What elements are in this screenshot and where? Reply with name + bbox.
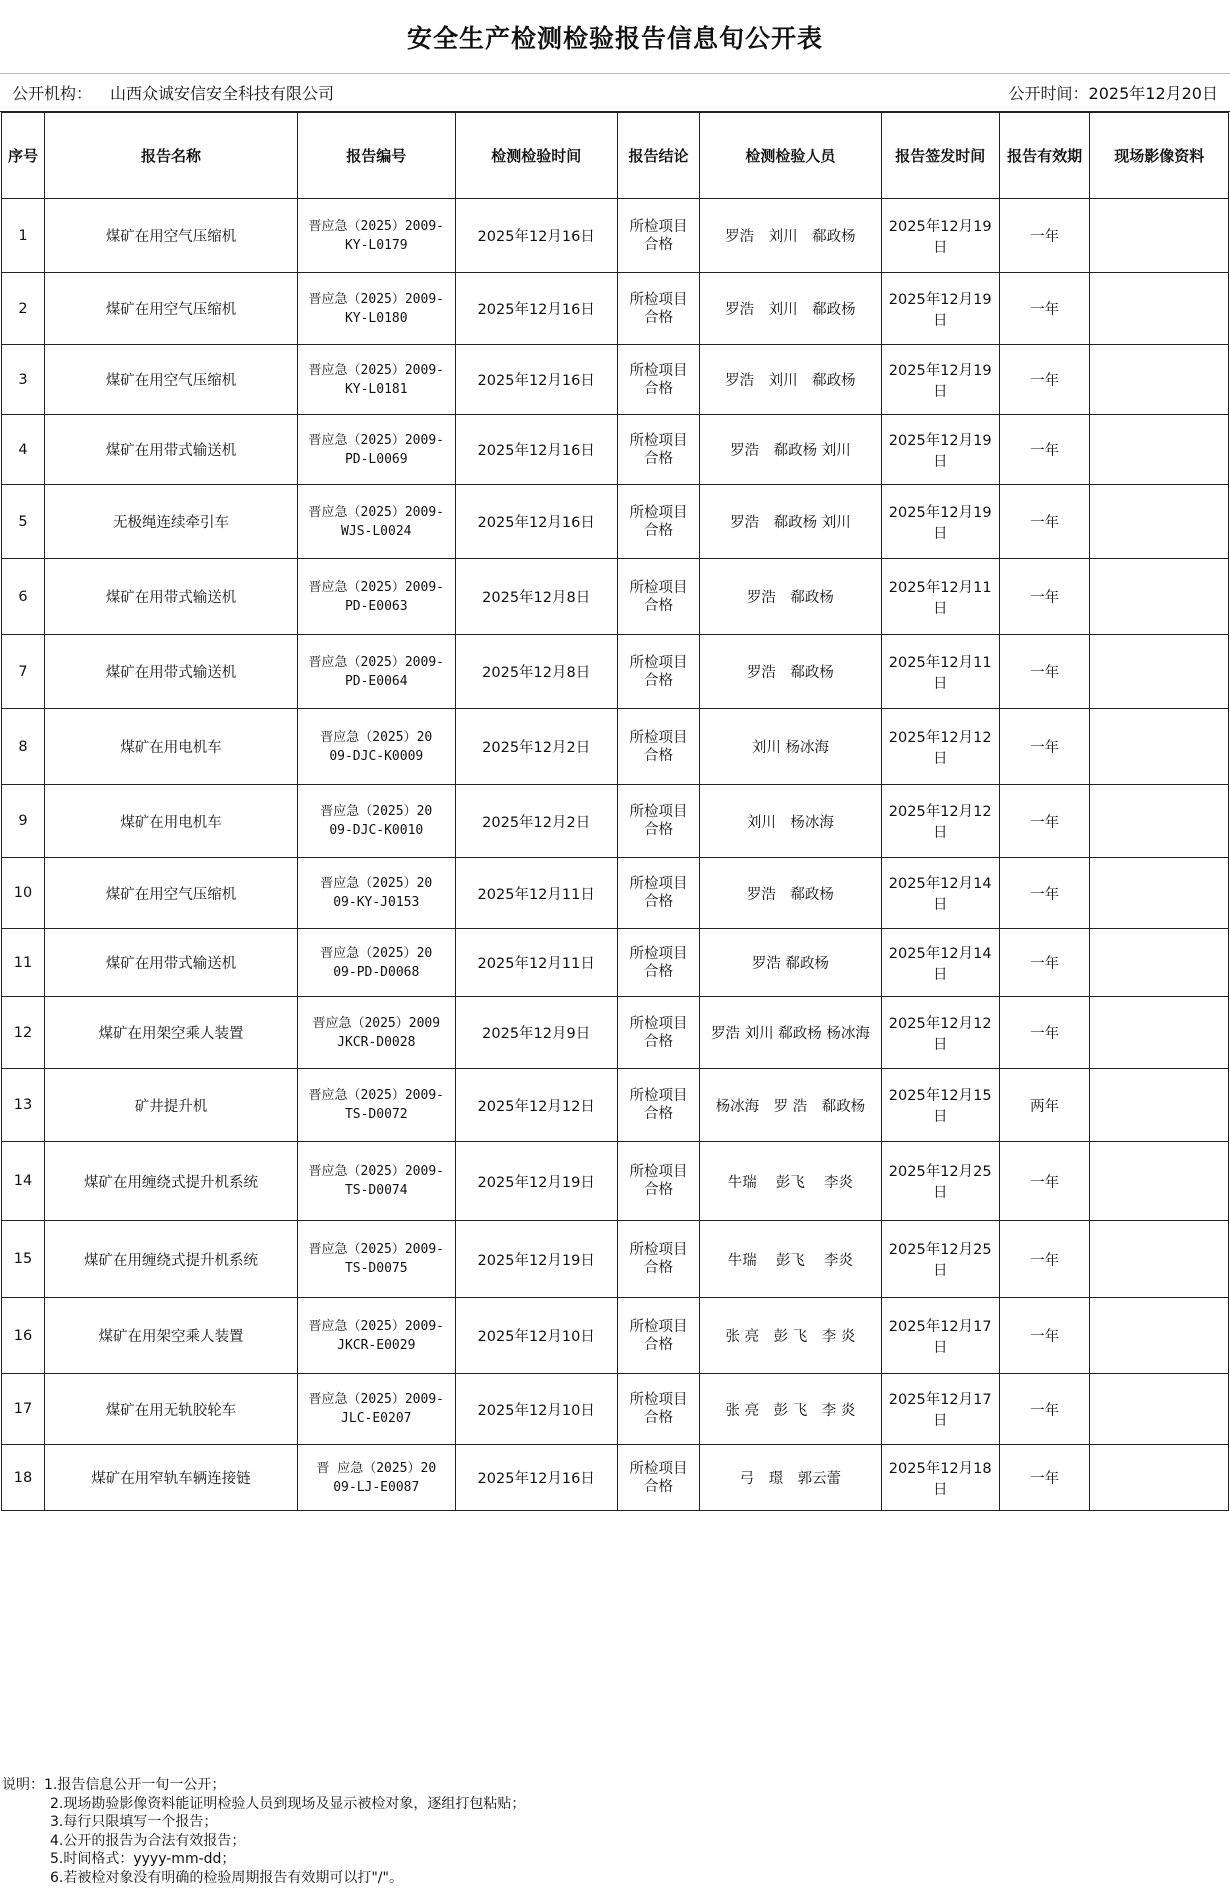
report-code bbox=[298, 1374, 456, 1445]
row-number: 11 bbox=[2, 929, 45, 997]
row-number: 12 bbox=[2, 997, 45, 1069]
report-table bbox=[1, 112, 1229, 1511]
site-photo-collage bbox=[1090, 785, 1229, 858]
report-code bbox=[298, 1221, 456, 1298]
note-line: 6.若被检对象没有明确的检验周期报告有效期可以打"/"。 bbox=[50, 1869, 403, 1886]
conclusion-line2: 合格 bbox=[644, 380, 674, 397]
table-row bbox=[2, 485, 1229, 559]
issue-date: 2025年12月19日 bbox=[881, 273, 999, 345]
inspectors: 罗浩 郗政杨 刘川 bbox=[700, 415, 881, 485]
inspectors: 张 亮 彭 飞 李 炎 bbox=[700, 1374, 881, 1445]
inspectors: 罗浩 郗政杨 bbox=[700, 858, 881, 929]
report-code-line1: 晋应急（2025）2009 bbox=[312, 1015, 441, 1031]
conclusion-line1: 所检项目 bbox=[629, 1242, 688, 1258]
report-code-line1: 晋应急（2025）2009- bbox=[308, 432, 444, 448]
table-body bbox=[2, 199, 1229, 1511]
test-date: 2025年12月16日 bbox=[455, 345, 617, 415]
report-code-line2: TS-D0074 bbox=[344, 1183, 408, 1198]
report-code-line2: KY-L0180 bbox=[344, 310, 408, 326]
photo-grid bbox=[1091, 1032, 1227, 1034]
conclusion bbox=[617, 785, 699, 858]
conclusion-line1: 所检项目 bbox=[629, 654, 688, 671]
table-row bbox=[2, 415, 1229, 485]
validity: 一年 bbox=[999, 1298, 1090, 1374]
issue-date: 2025年12月11日 bbox=[881, 635, 999, 709]
conclusion-line2: 合格 bbox=[644, 597, 674, 614]
photo-grid bbox=[1091, 1477, 1227, 1479]
issue-date: 2025年12月12日 bbox=[881, 709, 999, 785]
report-name: 煤矿在用架空乘人装置 bbox=[44, 997, 297, 1069]
report-name: 煤矿在用带式输送机 bbox=[44, 929, 297, 997]
conclusion-line1: 所检项目 bbox=[629, 1015, 688, 1032]
validity: 一年 bbox=[999, 1445, 1090, 1511]
test-date: 2025年12月16日 bbox=[455, 415, 617, 485]
conclusion-line2: 合格 bbox=[644, 963, 674, 980]
conclusion-line2: 合格 bbox=[644, 522, 674, 539]
publish-time: 公开时间：2025年12月20日 bbox=[1008, 84, 1218, 103]
report-code-line1: 晋应急（2025）2009- bbox=[308, 218, 444, 234]
test-date: 2025年12月11日 bbox=[455, 858, 617, 929]
row-number: 3 bbox=[2, 345, 45, 415]
inspectors: 牛瑞 彭飞 李炎 bbox=[700, 1142, 881, 1221]
report-name: 煤矿在用缠绕式提升机系统 bbox=[44, 1142, 297, 1221]
report-code bbox=[298, 1069, 456, 1142]
table-row bbox=[2, 1298, 1229, 1374]
conclusion-line1: 所检项目 bbox=[629, 945, 688, 962]
row-number: 16 bbox=[2, 1298, 45, 1374]
note-line: 2.现场勘验影像资料能证明检验人员到现场及显示被检对象，逐组打包粘贴； bbox=[50, 1795, 526, 1812]
photo-grid bbox=[1091, 308, 1227, 310]
validity: 一年 bbox=[999, 635, 1090, 709]
conclusion-line1: 所检项目 bbox=[629, 1392, 688, 1408]
conclusion bbox=[617, 709, 699, 785]
photo-grid bbox=[1091, 746, 1227, 748]
site-photo-collage bbox=[1090, 1069, 1229, 1142]
report-code bbox=[298, 559, 456, 635]
report-code-line1: 晋应急（2025）20 bbox=[320, 876, 433, 891]
report-code-line2: PD-E0063 bbox=[344, 598, 408, 614]
report-code bbox=[298, 199, 456, 273]
report-code-line1: 晋应急（2025）2009- bbox=[308, 1088, 444, 1103]
report-code-line2: TS-D0072 bbox=[344, 1107, 408, 1122]
table-header-row bbox=[2, 113, 1229, 199]
conclusion-line1: 所检项目 bbox=[629, 504, 688, 521]
table-row bbox=[2, 1445, 1229, 1511]
conclusion-line2: 合格 bbox=[644, 1410, 674, 1426]
table-row bbox=[2, 1142, 1229, 1221]
validity: 一年 bbox=[999, 273, 1090, 345]
report-code-line2: 09-PD-D0068 bbox=[333, 964, 420, 980]
validity: 一年 bbox=[999, 709, 1090, 785]
report-name: 煤矿在用窄轨车辆连接链 bbox=[44, 1445, 297, 1511]
issue-date: 2025年12月17日 bbox=[881, 1298, 999, 1374]
site-photo-collage bbox=[1090, 1221, 1229, 1298]
table-row bbox=[2, 559, 1229, 635]
report-code-line1: 晋 应急（2025）20 bbox=[316, 1460, 437, 1476]
report-code-line1: 晋应急（2025）20 bbox=[320, 729, 433, 745]
photo-grid bbox=[1091, 596, 1227, 598]
publish-info-bar bbox=[0, 74, 1230, 112]
issue-date: 2025年12月11日 bbox=[881, 559, 999, 635]
report-code-line2: JLC-E0207 bbox=[341, 1411, 412, 1426]
photo-grid bbox=[1091, 449, 1227, 451]
validity: 一年 bbox=[999, 858, 1090, 929]
inspectors: 罗浩 刘川 郗政杨 bbox=[700, 273, 881, 345]
validity: 一年 bbox=[999, 1142, 1090, 1221]
site-photo-collage bbox=[1090, 997, 1229, 1069]
row-number: 17 bbox=[2, 1374, 45, 1445]
report-code-line1: 晋应急（2025）2009- bbox=[308, 1318, 444, 1334]
table-row bbox=[2, 199, 1229, 273]
test-date: 2025年12月19日 bbox=[455, 1221, 617, 1298]
conclusion bbox=[617, 345, 699, 415]
report-name: 煤矿在用电机车 bbox=[44, 709, 297, 785]
inspectors: 罗浩 郗政杨 bbox=[700, 559, 881, 635]
conclusion bbox=[617, 1142, 699, 1221]
test-date: 2025年12月16日 bbox=[455, 273, 617, 345]
site-photo-collage bbox=[1090, 1298, 1229, 1374]
report-name: 煤矿在用带式输送机 bbox=[44, 559, 297, 635]
conclusion bbox=[617, 485, 699, 559]
org-name: 山西众诚安信安全科技有限公司 bbox=[110, 84, 335, 103]
report-code-line1: 晋应急（2025）2009- bbox=[308, 291, 444, 307]
row-number: 5 bbox=[2, 485, 45, 559]
table-row bbox=[2, 1374, 1229, 1445]
conclusion-line2: 合格 bbox=[644, 747, 674, 764]
report-code bbox=[298, 858, 456, 929]
conclusion-line2: 合格 bbox=[644, 450, 674, 467]
issue-date: 2025年12月19日 bbox=[881, 485, 999, 559]
table-row bbox=[2, 785, 1229, 858]
conclusion bbox=[617, 997, 699, 1069]
table-row bbox=[2, 1069, 1229, 1142]
report-name: 煤矿在用空气压缩机 bbox=[44, 199, 297, 273]
row-number: 9 bbox=[2, 785, 45, 858]
report-code bbox=[298, 785, 456, 858]
row-number: 8 bbox=[2, 709, 45, 785]
col-header-report-name: 报告名称 bbox=[44, 113, 297, 199]
site-photo-collage bbox=[1090, 1374, 1229, 1445]
table-row bbox=[2, 1221, 1229, 1298]
notes-section bbox=[2, 1776, 1228, 1887]
report-name: 煤矿在用带式输送机 bbox=[44, 635, 297, 709]
conclusion-line1: 所检项目 bbox=[629, 291, 688, 308]
row-number: 10 bbox=[2, 858, 45, 929]
site-photo-collage bbox=[1090, 1445, 1229, 1511]
conclusion-line2: 合格 bbox=[644, 894, 674, 910]
conclusion bbox=[617, 1069, 699, 1142]
conclusion bbox=[617, 929, 699, 997]
col-header-photos: 现场影像资料 bbox=[1090, 113, 1229, 199]
issue-date: 2025年12月19日 bbox=[881, 199, 999, 273]
conclusion-line1: 所检项目 bbox=[629, 1318, 688, 1335]
issue-date: 2025年12月19日 bbox=[881, 345, 999, 415]
photo-grid bbox=[1091, 1408, 1227, 1410]
report-code-line2: PD-L0069 bbox=[344, 451, 408, 467]
conclusion-line1: 所检项目 bbox=[629, 432, 688, 449]
site-photo-collage bbox=[1090, 345, 1229, 415]
report-name: 煤矿在用架空乘人装置 bbox=[44, 1298, 297, 1374]
inspectors: 牛瑞 彭飞 李炎 bbox=[700, 1221, 881, 1298]
col-header-inspectors: 检测检验人员 bbox=[700, 113, 881, 199]
validity: 一年 bbox=[999, 485, 1090, 559]
conclusion-line2: 合格 bbox=[644, 1478, 674, 1495]
report-code-line2: WJS-L0024 bbox=[341, 523, 412, 539]
report-name: 煤矿在用无轨胶轮车 bbox=[44, 1374, 297, 1445]
test-date: 2025年12月16日 bbox=[455, 199, 617, 273]
conclusion-line1: 所检项目 bbox=[629, 729, 688, 746]
inspectors: 罗浩 刘川 郗政杨 bbox=[700, 199, 881, 273]
col-header-conclusion: 报告结论 bbox=[617, 113, 699, 199]
site-photo-collage bbox=[1090, 273, 1229, 345]
test-date: 2025年12月8日 bbox=[455, 635, 617, 709]
photo-grid bbox=[1091, 235, 1227, 237]
test-date: 2025年12月8日 bbox=[455, 559, 617, 635]
table-row bbox=[2, 273, 1229, 345]
conclusion bbox=[617, 858, 699, 929]
conclusion bbox=[617, 1374, 699, 1445]
validity: 一年 bbox=[999, 997, 1090, 1069]
photo-grid bbox=[1091, 1335, 1227, 1337]
note-line: 5.时间格式：yyyy-mm-dd； bbox=[50, 1851, 236, 1867]
row-number: 7 bbox=[2, 635, 45, 709]
site-photo-collage bbox=[1090, 929, 1229, 997]
site-photo-collage bbox=[1090, 1142, 1229, 1221]
report-code-line2: JKCR-E0029 bbox=[337, 1337, 416, 1353]
table-row bbox=[2, 997, 1229, 1069]
report-code bbox=[298, 273, 456, 345]
report-name: 煤矿在用空气压缩机 bbox=[44, 273, 297, 345]
report-code bbox=[298, 485, 456, 559]
report-code-line1: 晋应急（2025）2009- bbox=[308, 362, 444, 378]
issue-date: 2025年12月18日 bbox=[881, 1445, 999, 1511]
conclusion bbox=[617, 415, 699, 485]
row-number: 4 bbox=[2, 415, 45, 485]
report-code bbox=[298, 1298, 456, 1374]
site-photo-collage bbox=[1090, 635, 1229, 709]
report-name: 煤矿在用空气压缩机 bbox=[44, 858, 297, 929]
conclusion bbox=[617, 273, 699, 345]
report-code bbox=[298, 1142, 456, 1221]
test-date: 2025年12月16日 bbox=[455, 485, 617, 559]
report-code-line1: 晋应急（2025）20 bbox=[320, 945, 433, 961]
issue-date: 2025年12月12日 bbox=[881, 997, 999, 1069]
report-code-line2: 09-DJC-K0009 bbox=[329, 748, 424, 764]
issue-date: 2025年12月19日 bbox=[881, 415, 999, 485]
report-code-line1: 晋应急（2025）2009- bbox=[308, 1164, 444, 1179]
page-title: 安全生产检测检验报告信息旬公开表 bbox=[0, 0, 1230, 74]
issue-date: 2025年12月15日 bbox=[881, 1069, 999, 1142]
site-photo-collage bbox=[1090, 485, 1229, 559]
issue-date: 2025年12月12日 bbox=[881, 785, 999, 858]
inspectors: 杨冰海 罗 浩 郗政杨 bbox=[700, 1069, 881, 1142]
report-code bbox=[298, 345, 456, 415]
inspectors: 张 亮 彭 飞 李 炎 bbox=[700, 1298, 881, 1374]
test-date: 2025年12月10日 bbox=[455, 1374, 617, 1445]
row-number: 1 bbox=[2, 199, 45, 273]
report-name: 煤矿在用电机车 bbox=[44, 785, 297, 858]
conclusion bbox=[617, 1445, 699, 1511]
test-date: 2025年12月19日 bbox=[455, 1142, 617, 1221]
report-code-line1: 晋应急（2025）2009- bbox=[308, 579, 444, 595]
col-header-test-date: 检测检验时间 bbox=[455, 113, 617, 199]
report-name: 矿井提升机 bbox=[44, 1069, 297, 1142]
inspectors: 刘川 杨冰海 bbox=[700, 709, 881, 785]
test-date: 2025年12月9日 bbox=[455, 997, 617, 1069]
test-date: 2025年12月10日 bbox=[455, 1298, 617, 1374]
row-number: 14 bbox=[2, 1142, 45, 1221]
conclusion-line2: 合格 bbox=[644, 236, 674, 253]
report-code-line2: KY-L0181 bbox=[344, 381, 408, 397]
conclusion-line1: 所检项目 bbox=[629, 218, 688, 235]
site-photo-collage bbox=[1090, 858, 1229, 929]
inspectors: 刘川 杨冰海 bbox=[700, 785, 881, 858]
conclusion-line2: 合格 bbox=[644, 1182, 674, 1198]
inspectors: 弓 璟 郭云蕾 bbox=[700, 1445, 881, 1511]
report-code-line1: 晋应急（2025）2009- bbox=[308, 504, 444, 520]
report-code-line1: 晋应急（2025）2009- bbox=[308, 654, 444, 670]
validity: 一年 bbox=[999, 345, 1090, 415]
photo-grid bbox=[1091, 521, 1227, 523]
conclusion-line1: 所检项目 bbox=[629, 579, 688, 596]
row-number: 2 bbox=[2, 273, 45, 345]
report-name: 煤矿在用缠绕式提升机系统 bbox=[44, 1221, 297, 1298]
conclusion-line2: 合格 bbox=[644, 309, 674, 326]
test-date: 2025年12月16日 bbox=[455, 1445, 617, 1511]
photo-grid bbox=[1091, 379, 1227, 381]
photo-grid bbox=[1091, 892, 1227, 894]
report-code-line1: 晋应急（2025）20 bbox=[320, 804, 433, 819]
inspectors: 罗浩 郗政杨 bbox=[700, 929, 881, 997]
note-line: 说明：1.报告信息公开一旬一公开； bbox=[2, 1777, 226, 1793]
conclusion bbox=[617, 1221, 699, 1298]
note-line: 3.每行只限填写一个报告； bbox=[50, 1814, 218, 1830]
site-photo-collage bbox=[1090, 415, 1229, 485]
validity: 一年 bbox=[999, 1221, 1090, 1298]
report-name: 煤矿在用空气压缩机 bbox=[44, 345, 297, 415]
conclusion-line2: 合格 bbox=[644, 1260, 674, 1276]
conclusion bbox=[617, 635, 699, 709]
table-row bbox=[2, 929, 1229, 997]
photo-grid bbox=[1091, 962, 1227, 964]
issue-date: 2025年12月14日 bbox=[881, 929, 999, 997]
conclusion-line1: 所检项目 bbox=[629, 1088, 688, 1104]
report-code-line2: KY-L0179 bbox=[344, 237, 408, 253]
report-code-line1: 晋应急（2025）2009- bbox=[308, 1392, 444, 1407]
report-code-line2: PD-E0064 bbox=[344, 673, 408, 689]
inspectors: 罗浩 郗政杨 刘川 bbox=[700, 485, 881, 559]
report-code-line2: 09-LJ-E0087 bbox=[333, 1479, 420, 1495]
validity: 一年 bbox=[999, 1374, 1090, 1445]
photo-grid bbox=[1091, 820, 1227, 822]
test-date: 2025年12月11日 bbox=[455, 929, 617, 997]
issue-date: 2025年12月14日 bbox=[881, 858, 999, 929]
col-header-no: 序号 bbox=[2, 113, 45, 199]
note-line: 4.公开的报告为合法有效报告； bbox=[50, 1832, 246, 1849]
report-name: 煤矿在用带式输送机 bbox=[44, 415, 297, 485]
report-code-line1: 晋应急（2025）2009- bbox=[308, 1242, 444, 1257]
table-row bbox=[2, 858, 1229, 929]
conclusion-line1: 所检项目 bbox=[629, 876, 688, 892]
conclusion bbox=[617, 199, 699, 273]
col-header-validity: 报告有效期 bbox=[999, 113, 1090, 199]
report-code bbox=[298, 709, 456, 785]
conclusion-line1: 所检项目 bbox=[629, 1460, 688, 1477]
table-row bbox=[2, 635, 1229, 709]
conclusion-line2: 合格 bbox=[644, 1033, 674, 1050]
test-date: 2025年12月2日 bbox=[455, 785, 617, 858]
validity: 两年 bbox=[999, 1069, 1090, 1142]
report-code bbox=[298, 635, 456, 709]
conclusion-line1: 所检项目 bbox=[629, 1164, 688, 1180]
inspectors: 罗浩 刘川 郗政杨 bbox=[700, 345, 881, 415]
photo-grid bbox=[1091, 671, 1227, 673]
conclusion-line2: 合格 bbox=[644, 1336, 674, 1353]
photo-grid bbox=[1091, 1104, 1227, 1106]
table-row bbox=[2, 709, 1229, 785]
report-code-line2: 09-DJC-K0010 bbox=[329, 823, 424, 838]
report-code-line2: TS-D0075 bbox=[344, 1261, 408, 1276]
issue-date: 2025年12月17日 bbox=[881, 1374, 999, 1445]
photo-grid bbox=[1091, 1258, 1227, 1260]
site-photo-collage bbox=[1090, 559, 1229, 635]
issue-date: 2025年12月25日 bbox=[881, 1142, 999, 1221]
site-photo-collage bbox=[1090, 199, 1229, 273]
conclusion bbox=[617, 559, 699, 635]
conclusion bbox=[617, 1298, 699, 1374]
issue-date: 2025年12月25日 bbox=[881, 1221, 999, 1298]
conclusion-line2: 合格 bbox=[644, 822, 674, 838]
col-header-report-code: 报告编号 bbox=[298, 113, 456, 199]
validity: 一年 bbox=[999, 559, 1090, 635]
report-code-line2: JKCR-D0028 bbox=[337, 1034, 416, 1050]
conclusion-line2: 合格 bbox=[644, 672, 674, 689]
report-code-line2: 09-KY-J0153 bbox=[333, 895, 420, 910]
photo-grid bbox=[1091, 1180, 1227, 1182]
report-code bbox=[298, 929, 456, 997]
validity: 一年 bbox=[999, 415, 1090, 485]
report-code bbox=[298, 415, 456, 485]
inspectors: 罗浩 刘川 郗政杨 杨冰海 bbox=[700, 997, 881, 1069]
conclusion-line1: 所检项目 bbox=[629, 362, 688, 379]
inspectors: 罗浩 郗政杨 bbox=[700, 635, 881, 709]
validity: 一年 bbox=[999, 199, 1090, 273]
test-date: 2025年12月12日 bbox=[455, 1069, 617, 1142]
org-label: 公开机构： bbox=[12, 84, 93, 103]
validity: 一年 bbox=[999, 929, 1090, 997]
report-code bbox=[298, 997, 456, 1069]
row-number: 13 bbox=[2, 1069, 45, 1142]
report-name: 无极绳连续牵引车 bbox=[44, 485, 297, 559]
row-number: 6 bbox=[2, 559, 45, 635]
row-number: 18 bbox=[2, 1445, 45, 1511]
row-number: 15 bbox=[2, 1221, 45, 1298]
validity: 一年 bbox=[999, 785, 1090, 858]
conclusion-line1: 所检项目 bbox=[629, 804, 688, 820]
site-photo-collage bbox=[1090, 709, 1229, 785]
test-date: 2025年12月2日 bbox=[455, 709, 617, 785]
col-header-issue-date: 报告签发时间 bbox=[881, 113, 999, 199]
conclusion-line2: 合格 bbox=[644, 1106, 674, 1122]
report-code bbox=[298, 1445, 456, 1511]
table-row bbox=[2, 345, 1229, 415]
publishing-organization bbox=[12, 81, 334, 104]
